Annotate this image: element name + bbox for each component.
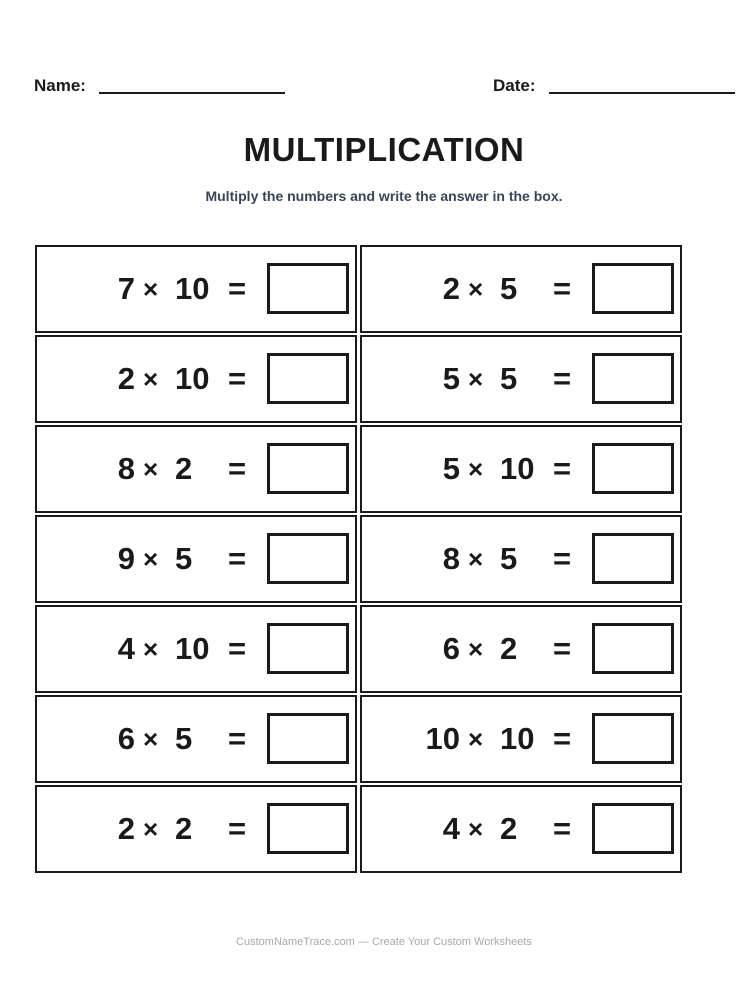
times-sign: × — [143, 634, 159, 664]
header-row — [34, 76, 736, 96]
multiplicand: 4 — [442, 811, 460, 846]
equals-sign: = — [228, 631, 247, 666]
multiplier: 2 — [500, 631, 518, 666]
multiplier: 2 — [175, 451, 193, 486]
times-sign: × — [468, 454, 484, 484]
times-sign: × — [468, 274, 484, 304]
answer-box[interactable] — [267, 623, 349, 674]
multiplicand: 4 — [117, 631, 135, 666]
problem-cell — [35, 605, 357, 693]
problem-cell — [360, 605, 682, 693]
equals-sign: = — [553, 541, 572, 576]
multiplicand: 5 — [442, 451, 460, 486]
answer-box[interactable] — [267, 533, 349, 584]
times-sign: × — [468, 544, 484, 574]
multiplier: 5 — [500, 541, 518, 576]
answer-box[interactable] — [267, 353, 349, 404]
multiplier: 10 — [500, 721, 535, 756]
answer-box[interactable] — [592, 533, 674, 584]
problem-cell — [35, 245, 357, 333]
multiplier: 2 — [500, 811, 518, 846]
multiplicand: 10 — [425, 721, 460, 756]
equals-sign: = — [228, 361, 247, 396]
equals-sign: = — [553, 631, 572, 666]
multiplier: 10 — [175, 271, 210, 306]
multiplier: 10 — [175, 631, 210, 666]
date-field — [493, 76, 735, 96]
multiplier: 5 — [500, 271, 518, 306]
equals-sign: = — [228, 811, 247, 846]
multiplier: 5 — [500, 361, 518, 396]
problem-cell — [35, 335, 357, 423]
times-sign: × — [143, 454, 159, 484]
problem-cell — [35, 425, 357, 513]
date-line[interactable] — [549, 92, 735, 94]
equals-sign: = — [553, 451, 572, 486]
multiplicand: 2 — [442, 271, 460, 306]
equals-sign: = — [228, 541, 247, 576]
times-sign: × — [143, 544, 159, 574]
multiplicand: 6 — [442, 631, 460, 666]
multiplicand: 8 — [442, 541, 460, 576]
answer-box[interactable] — [592, 623, 674, 674]
multiplicand: 2 — [117, 811, 135, 846]
problem-cell — [360, 425, 682, 513]
answer-box[interactable] — [592, 443, 674, 494]
worksheet-title: MULTIPLICATION — [243, 131, 525, 168]
answer-box[interactable] — [592, 353, 674, 404]
times-sign: × — [143, 814, 159, 844]
problem-cell — [360, 335, 682, 423]
name-label: Name: — [34, 76, 86, 95]
multiplier: 2 — [175, 811, 193, 846]
equals-sign: = — [553, 721, 572, 756]
times-sign: × — [468, 634, 484, 664]
times-sign: × — [143, 364, 159, 394]
footer-credit: CustomNameTrace.com — Create Your Custom Worksheets — [236, 936, 532, 948]
problem-cell — [360, 785, 682, 873]
times-sign: × — [468, 364, 484, 394]
problem-cell — [35, 785, 357, 873]
equals-sign: = — [228, 721, 247, 756]
answer-box[interactable] — [592, 803, 674, 854]
equals-sign: = — [228, 451, 247, 486]
equals-sign: = — [553, 361, 572, 396]
times-sign: × — [468, 724, 484, 754]
problem-cell — [360, 245, 682, 333]
name-line[interactable] — [99, 92, 285, 94]
answer-box[interactable] — [267, 263, 349, 314]
times-sign: × — [468, 814, 484, 844]
answer-box[interactable] — [267, 803, 349, 854]
multiplier: 10 — [175, 361, 210, 396]
equals-sign: = — [553, 811, 572, 846]
answer-box[interactable] — [592, 713, 674, 764]
multiplier: 10 — [500, 451, 535, 486]
equals-sign: = — [553, 271, 572, 306]
answer-box[interactable] — [267, 443, 349, 494]
equals-sign: = — [228, 271, 247, 306]
problem-cell — [35, 695, 357, 783]
multiplicand: 9 — [117, 541, 135, 576]
problem-cell — [360, 695, 682, 783]
answer-box[interactable] — [267, 713, 349, 764]
multiplicand: 7 — [117, 271, 135, 306]
problem-grid — [35, 245, 683, 873]
instructions: Multiply the numbers and write the answer in the box. — [205, 188, 563, 204]
answer-box[interactable] — [592, 263, 674, 314]
problem-cell — [360, 515, 682, 603]
multiplicand: 8 — [117, 451, 135, 486]
date-label: Date: — [493, 76, 536, 95]
multiplier: 5 — [175, 541, 193, 576]
multiplicand: 5 — [442, 361, 460, 396]
multiplier: 5 — [175, 721, 193, 756]
multiplicand: 2 — [117, 361, 135, 396]
problem-cell — [35, 515, 357, 603]
times-sign: × — [143, 274, 159, 304]
times-sign: × — [143, 724, 159, 754]
name-field — [34, 76, 285, 96]
multiplicand: 6 — [117, 721, 135, 756]
